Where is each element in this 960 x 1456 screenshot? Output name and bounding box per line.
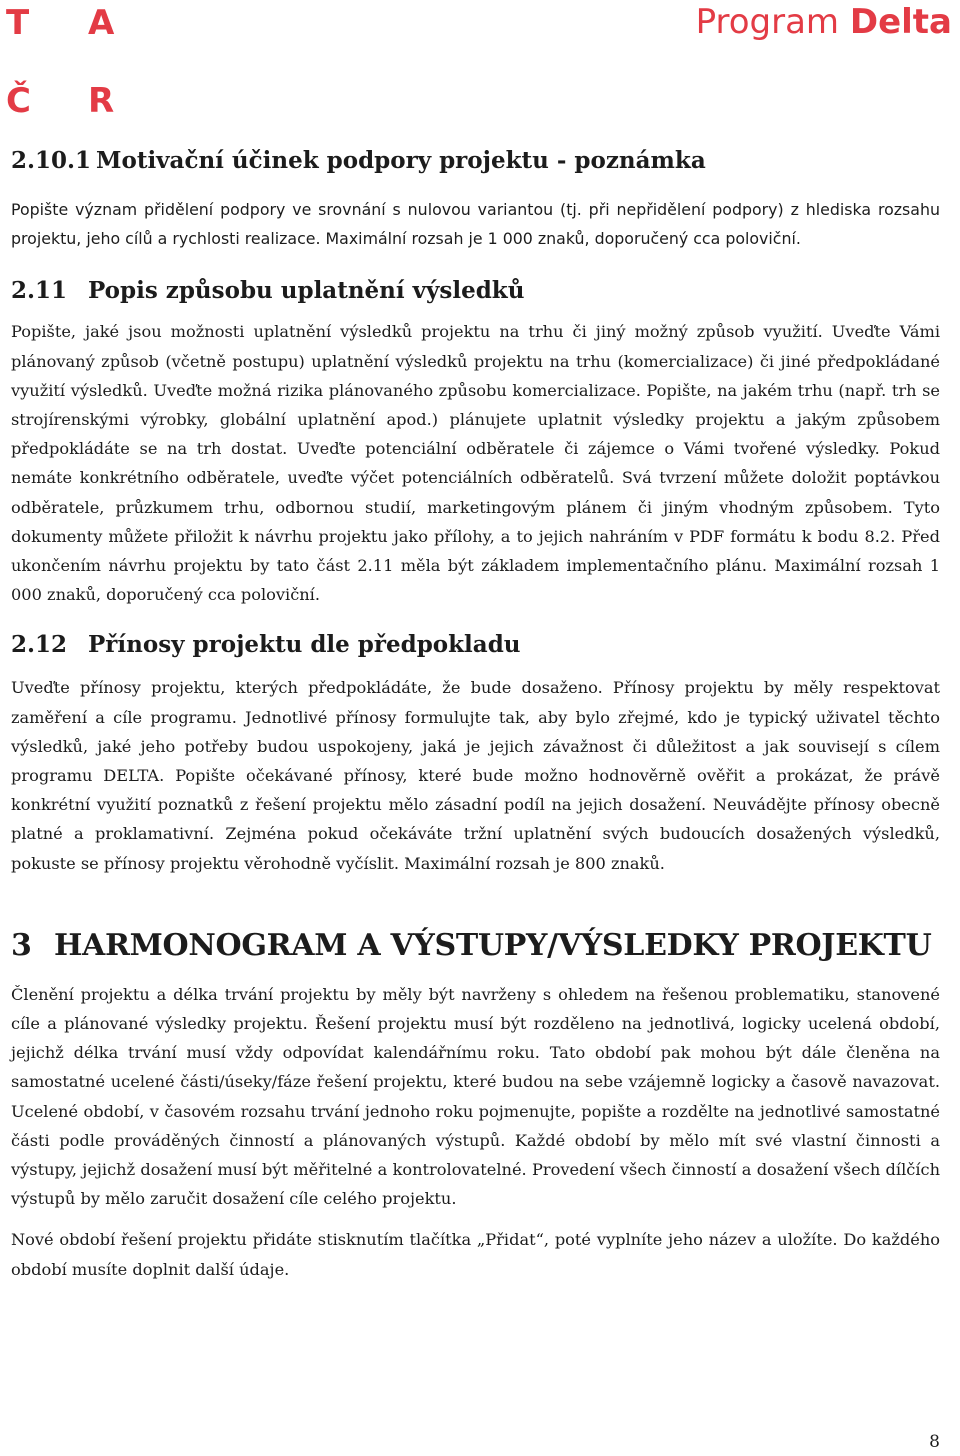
logo-letter-r: R — [88, 81, 115, 121]
logo-letter-c: Č — [6, 81, 31, 121]
section-title: Motivační účinek podpory projektu - poznámka — [96, 147, 706, 174]
program-delta-logo — [696, 2, 952, 42]
section-title: Popis způsobu uplatnění výsledků — [88, 277, 525, 305]
section-heading-2-10-1 — [11, 145, 940, 177]
section-number: 2.11 — [11, 277, 68, 305]
section-paragraph: Uveďte přínosy projektu, kterých předpokládáte, že bude dosaženo. Přínosy projektu by měly respektovat zaměření a cíle programu. Jednotlivé přínosy formulujte tak, aby bylo zřejmé, kdo je typický uživatel těchto výsledků, jaké jeho potřeby budou uspokojeny, jaká je jejich závažnost či důležitost a jak souvisejí s cílem programu DELTA. Popište očekávané přínosy, které bude možno hodnověrně ověřit a prokázat, že právě konkrétní využití poznatků z řešení projektu mělo zásadní podíl na jejich dosažení. Neuvádějte přínosy obecně platné a proklamativní. Zejména pokud očekáváte tržní uplatnění svých budoucích dosažených výsledků, pokuste se přínosy projektu věrohodně vyčíslit. Maximální rozsah je 800 znaků. — [11, 678, 940, 873]
section-title: Přínosy projektu dle předpokladu — [88, 631, 521, 659]
section-paragraph: Popište, jaké jsou možnosti uplatnění výsledků projektu na trhu či jiný možný způsob využití. Uveďte Vámi plánovaný způsob (včetně postupu) uplatnění výsledků projektu na trhu (komercializace) či jiné předpokládané využití výsledků. Uveďte možná rizika plánovaného způsobu komercializace. Popište, na jakém trhu (např. trh se strojírenskými výrobky, globální uplatnění apod.) plánujete uplatnit výsledky projektu a jakým způsobem předpokládáte se na trh dostat. Uveďte potenciální odběratele či zájemce o Vámi tvořené výsledky. Pokud nemáte konkrétního odběratele, uveďte výčet potenciálních odběratelů. Svá tvrzení můžete doložit poptávkou odběratele, průzkumem trhu, odbornou studií, marketingovým plánem či jiným vhodným způsobem. Tyto dokumenty můžete přiložit k návrhu projektu jako přílohy, a to jejich nahráním v PDF formátu k bodu 8.2. Před ukončením návrhu projektu by tato část 2.11 měla být základem implementačního plánu. Maximální rozsah 1 000 znaků, doporučený cca poloviční. — [11, 322, 940, 605]
section-number: 2.12 — [11, 631, 68, 659]
brand-delta: Delta — [849, 2, 952, 42]
logo-letter-a: A — [88, 3, 115, 43]
tacr-logo — [6, 3, 122, 124]
chapter-heading-3 — [11, 926, 940, 966]
document-body — [11, 145, 940, 1284]
brand-program: Program — [695, 2, 840, 42]
section-paragraph: Popište význam přidělení podpory ve srovnání s nulovou variantou (tj. při nepřidělení podpory) z hlediska rozsahu projektu, jeho cílů a rychlosti realizace. Maximální rozsah je 1 000 znaků, doporučený cca poloviční. — [11, 200, 940, 249]
section-heading-2-12 — [11, 629, 940, 661]
section-paragraph: Členění projektu a délka trvání projektu by měly být navrženy s ohledem na řešenou problematiku, stanovené cíle a plánované výsledky projektu. Řešení projektu musí být rozděleno na jednotlivá, logicky ucelená období, jejichž délka trvání musí vždy odpovídat kalendářnímu roku. Tato období pak mohou být dále členěna na samostatné ucelené části/úseky/fáze řešení projektu, které budou na sebe vzájemně logicky a časově navazovat. Ucelené období, v časovém rozsahu trvání jednoho roku pojmenujte, popište a rozdělte na jednotlivé samostatné části podle prováděných činností a plánovaných výstupů. Každé období by mělo mít své vlastní činnosti a výstupy, jejichž dosažení musí být měřitelné a kontrolovatelné. Provedení všech činností a dosažení všech dílčích výstupů by mělo zaručit dosažení cíle celého projektu. — [11, 984, 940, 1209]
section-number: 2.10.1 — [11, 147, 92, 174]
logo-letter-t: T — [6, 3, 30, 43]
chapter-title: HARMONOGRAM A VÝSTUPY/VÝSLEDKY PROJEKTU — [54, 927, 932, 963]
section-heading-2-11 — [11, 275, 940, 307]
page-number: 8 — [929, 1432, 940, 1452]
chapter-number: 3 — [11, 927, 32, 963]
section-paragraph: Nové období řešení projektu přidáte stisknutím tlačítka „Přidat“, poté vyplníte jeho název a uložíte. Do každého období musíte doplnit další údaje. — [11, 1230, 940, 1279]
